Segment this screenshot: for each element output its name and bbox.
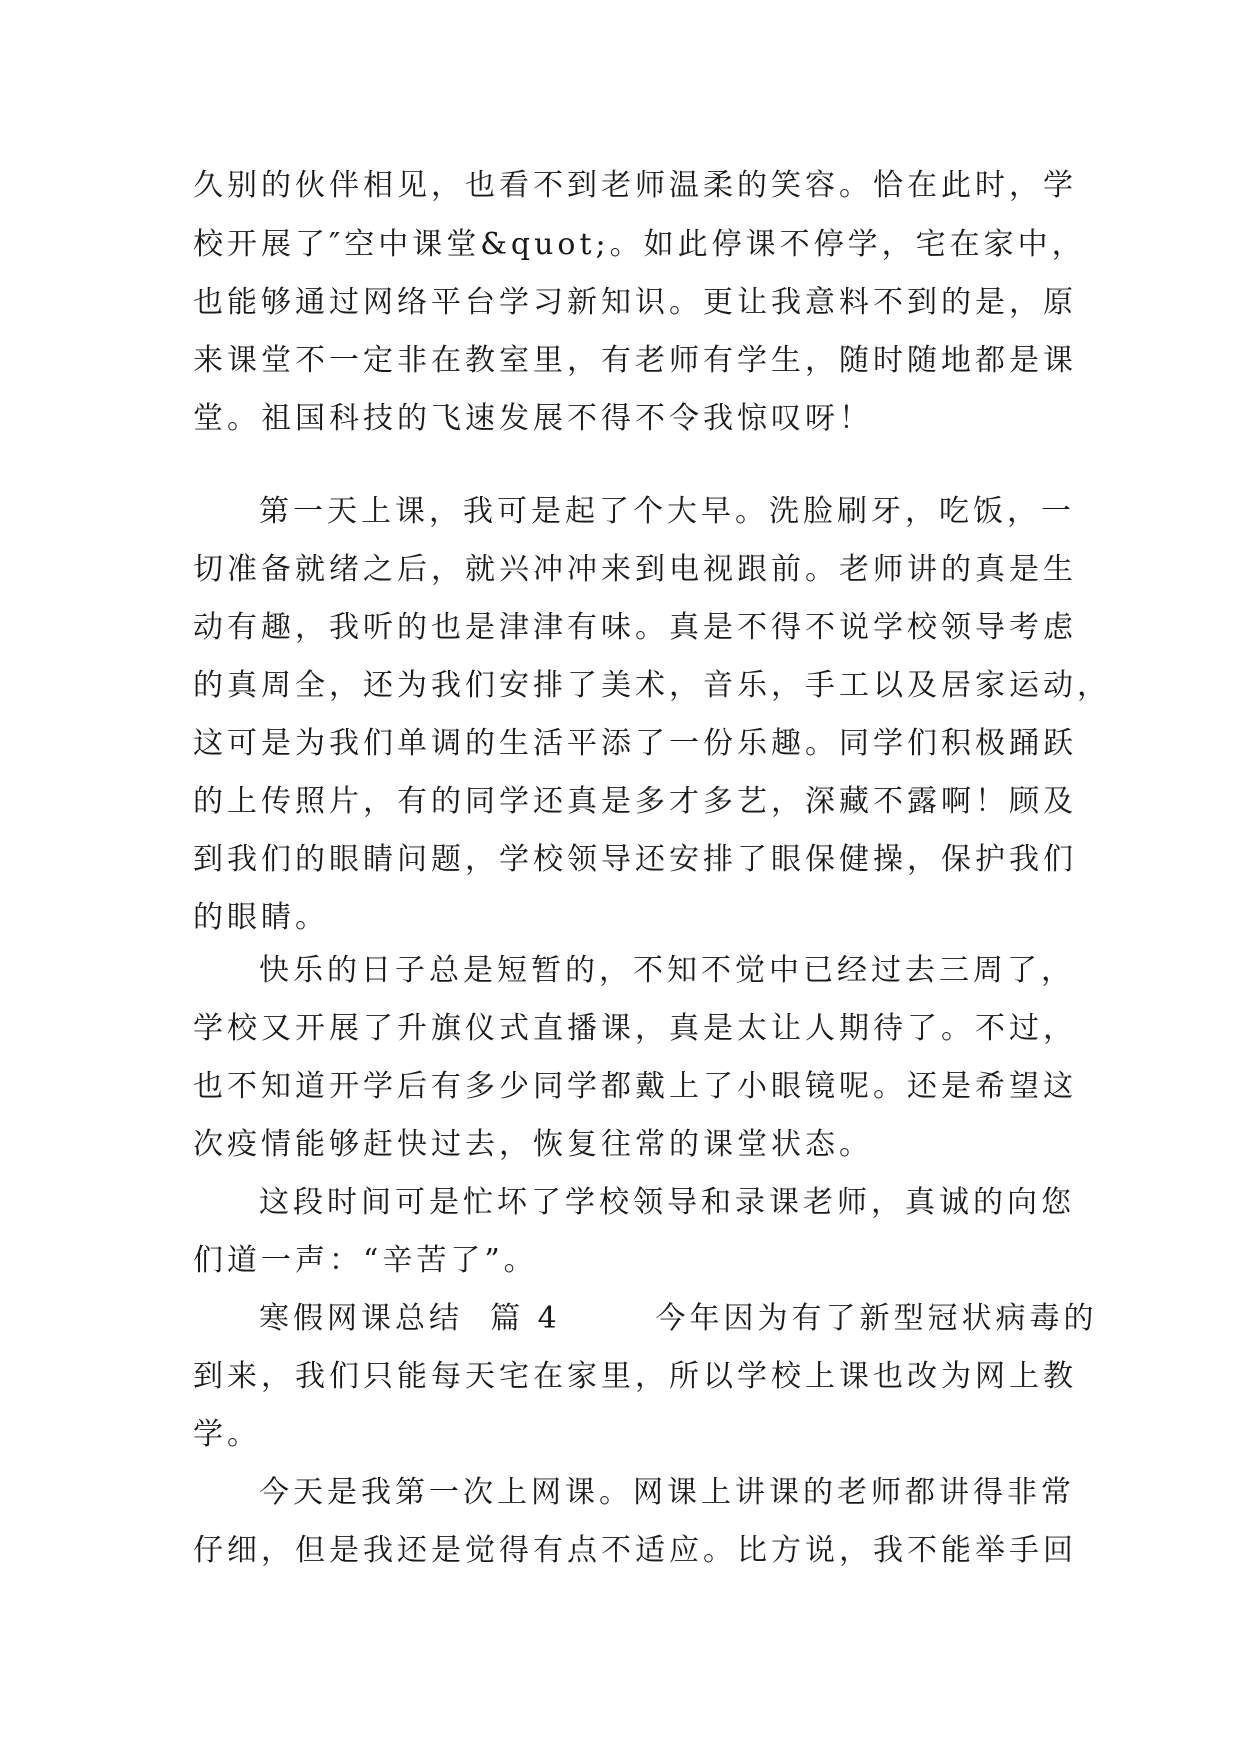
text-line: 校开展了″空中课堂&quot;。如此停课不停学，宅在家中， [193, 227, 1086, 262]
text-line: 学。 [193, 1417, 261, 1452]
text-line: 切准备就绪之后，就兴冲冲来到电视跟前。老师讲的真是生 [193, 552, 1077, 587]
paragraph-first-line: 快乐的日子总是短暂的，不知不觉中已经过去三周了， [259, 953, 1075, 988]
text-line: 仔细，但是我还是觉得有点不适应。比方说，我不能举手回 [193, 1533, 1077, 1568]
text-line: 动有趣，我听的也是津津有味。真是不得不说学校领导考虑 [193, 610, 1077, 645]
text-line: 久别的伙伴相见，也看不到老师温柔的笑容。恰在此时，学 [193, 168, 1077, 203]
text-line: 这可是为我们单调的生活平添了一份乐趣。同学们积极踊跃 [193, 726, 1077, 761]
text-line: 的上传照片，有的同学还真是多才多艺，深藏不露啊！顾及 [193, 784, 1077, 819]
text-line: 也能够通过网络平台学习新知识。更让我意料不到的是，原 [193, 285, 1077, 320]
text-line: 也不知道开学后有多少同学都戴上了小眼镜呢。还是希望这 [193, 1069, 1077, 1104]
text-line: 们道一声：“辛苦了”。 [193, 1243, 538, 1278]
text-line: 到来，我们只能每天宅在家里，所以学校上课也改为网上教 [193, 1359, 1077, 1394]
text-line: 堂。祖国科技的飞速发展不得不令我惊叹呀！ [193, 401, 873, 436]
text-line: 来课堂不一定非在教室里，有老师有学生，随时随地都是课 [193, 343, 1077, 378]
text-line: 到我们的眼睛问题，学校领导还安排了眼保健操，保护我们 [193, 842, 1077, 877]
text-line: 的眼睛。 [193, 900, 329, 935]
text-line: 次疫情能够赶快过去，恢复往常的课堂状态。 [193, 1127, 873, 1162]
paragraph-first-line: 第一天上课，我可是起了个大早。洗脸刷牙，吃饭，一 [259, 494, 1075, 529]
paragraph-first-line: 这段时间可是忙坏了学校领导和录课老师，真诚的向您 [259, 1185, 1075, 1220]
text-line: 的真周全，还为我们安排了美术，音乐，手工以及居家运动， [193, 668, 1111, 703]
text-line: 学校又开展了升旗仪式直播课，真是太让人期待了。不过， [193, 1011, 1077, 1046]
paragraph-first-line: 今天是我第一次上网课。网课上讲课的老师都讲得非常 [259, 1475, 1075, 1510]
section-heading-line: 寒假网课总结 篇 4 今年因为有了新型冠状病毒的 [259, 1301, 1098, 1336]
